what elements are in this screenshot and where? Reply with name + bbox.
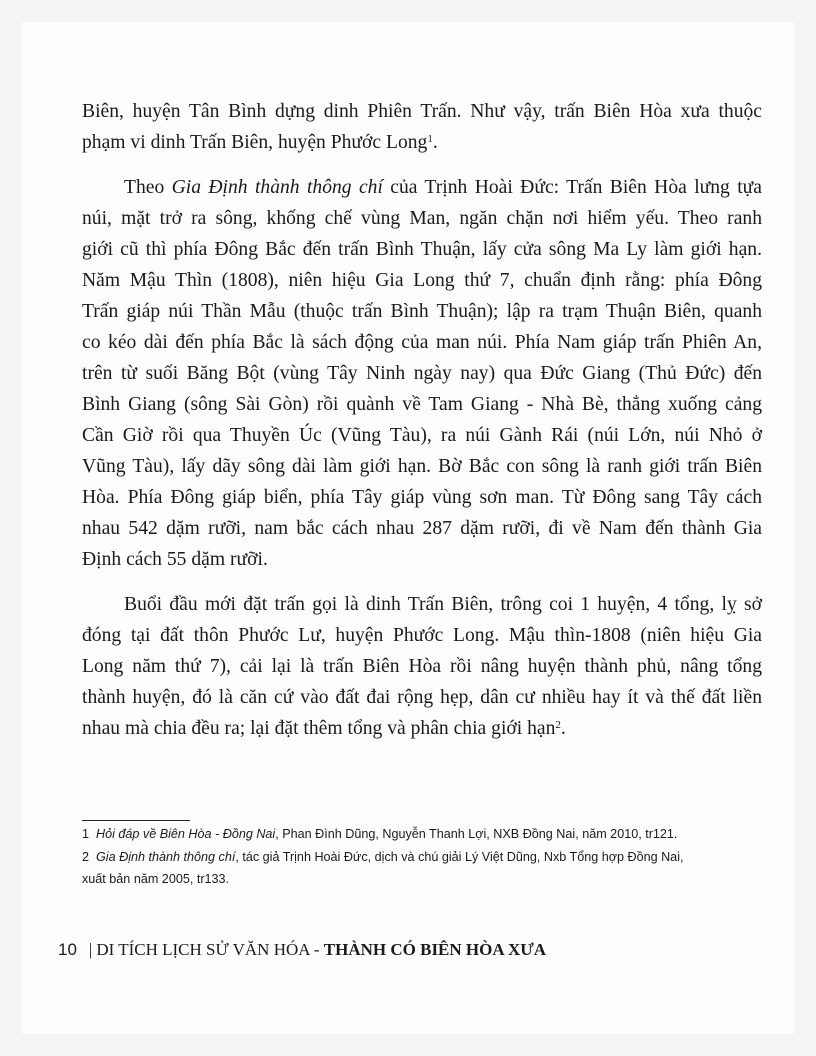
text-line: Biên, huyện Tân Bình dựng dinh Phiên Trấn. Như vậy, trấn Biên Hòa xưa thuộc	[82, 101, 762, 122]
footnote-1	[82, 823, 772, 846]
text-line: Buổi đầu mới đặt trấn gọi là dinh Trấn Biên, trông coi 1 huyện, 4 tổng, lỵ sở	[124, 594, 762, 615]
footnote-number: 2	[82, 849, 90, 864]
text-segment: Theo	[124, 177, 172, 198]
text-line	[82, 172, 762, 203]
text-line: giới cũ thì phía Đông Bắc đến trấn Bình Thuận, lấy cửa sông Ma Ly làm giới hạn.	[82, 239, 762, 260]
book-title: THÀNH CÓ BIÊN HÒA XƯA	[323, 940, 547, 959]
text-line: núi, mặt trở ra sông, khống chế vùng Man, ngăn chặn nơi hiểm yếu. Theo ranh	[82, 208, 762, 229]
footnote-text: , Phan Đình Dũng, Nguyễn Thanh Lợi, NXB Đồng Nai, năm 2010, tr121.	[275, 827, 678, 841]
body-text	[82, 96, 762, 758]
text-segment: của Trịnh Hoài Đức: Trấn Biên Hòa lưng tựa	[382, 177, 762, 198]
text-line: Định cách 55 dặm rưỡi.	[82, 549, 268, 570]
text-line: Bình Giang (sông Sài Gòn) rồi quành về Tam Giang - Nhà Bè, thẳng xuống cảng	[82, 394, 762, 415]
page-footer	[58, 940, 546, 960]
text-line: thành huyện, đó là căn cứ vào đất đai rộng hẹp, dân cư nhiều hay ít và thế đất liền	[82, 687, 762, 708]
footnote-title: Hỏi đáp về Biên Hòa - Đồng Nai	[96, 827, 276, 841]
text-segment: nhau mà chia đều ra; lại đặt thêm tổng và phân chia giới hạn	[82, 718, 556, 739]
text-line	[82, 713, 762, 744]
paragraph-3	[82, 589, 762, 744]
text-line: Cần Giờ rồi qua Thuyền Úc (Vũng Tàu), ra núi Gành Rái (núi Lớn, núi Nhỏ ở	[82, 425, 762, 446]
footnote-number: 1	[82, 827, 90, 841]
footnotes	[82, 823, 772, 891]
footnote-ref[interactable]: 2	[555, 719, 561, 731]
text-line: Vũng Tàu), lấy dãy sông dài làm giới hạn. Bờ Bắc con sông là ranh giới trấn Biên	[82, 456, 762, 477]
text-line: Năm Mậu Thìn (1808), niên hiệu Gia Long thứ 7, chuẩn định rằng: phía Đông	[82, 270, 762, 291]
text-line: trên từ suối Băng Bột (vùng Tây Ninh ngày nay) qua Đức Giang (Thủ Đức) đến	[82, 363, 762, 384]
paragraph-1	[82, 96, 762, 158]
book-title: Gia Định thành thông chí	[171, 177, 383, 198]
text-line: nhau 542 dặm rưỡi, nam bắc cách nhau 287 dặm rưỡi, đi về Nam đến thành Gia	[82, 518, 762, 539]
text-line: đóng tại đất thôn Phước Lư, huyện Phước Long. Mậu thìn-1808 (niên hiệu Gia	[82, 625, 762, 646]
separator: |	[88, 940, 93, 959]
footnote-ref[interactable]: 1	[427, 133, 433, 145]
footnote-text: , tác giả Trịnh Hoài Đức, dịch và chú giải Lý Việt Dũng, Nxb Tổng hợp Đồng Nai,	[235, 849, 684, 864]
footnote-text: xuất bản năm 2005, tr133.	[82, 872, 230, 886]
text-segment: .	[560, 718, 566, 739]
text-line: Long năm thứ 7), cải lại là trấn Biên Hòa rồi nâng huyện thành phủ, nâng tổng	[82, 656, 762, 677]
text-line: Trấn giáp núi Thần Mẫu (thuộc trấn Bình Thuận); lập ra trạm Thuận Biên, quanh	[82, 301, 762, 322]
text-line: Hòa. Phía Đông giáp biển, phía Tây giáp vùng sơn man. Từ Đông sang Tây cách	[82, 487, 762, 508]
paragraph-2	[82, 172, 762, 575]
footnote-title: Gia Định thành thông chí	[96, 849, 236, 864]
text-segment: .	[432, 132, 438, 153]
page-number: 10	[58, 940, 77, 959]
series-title: DI TÍCH LỊCH SỬ VĂN HÓA -	[96, 940, 324, 959]
text-line: co kéo dài đến phía Bắc là sách động của man núi. Phía Nam giáp trấn Phiên An,	[82, 332, 762, 353]
footnote-2	[82, 846, 772, 891]
text-line	[82, 127, 762, 158]
text-segment: phạm vi dinh Trấn Biên, huyện Phước Long	[82, 132, 428, 153]
footnote-divider	[82, 820, 190, 821]
